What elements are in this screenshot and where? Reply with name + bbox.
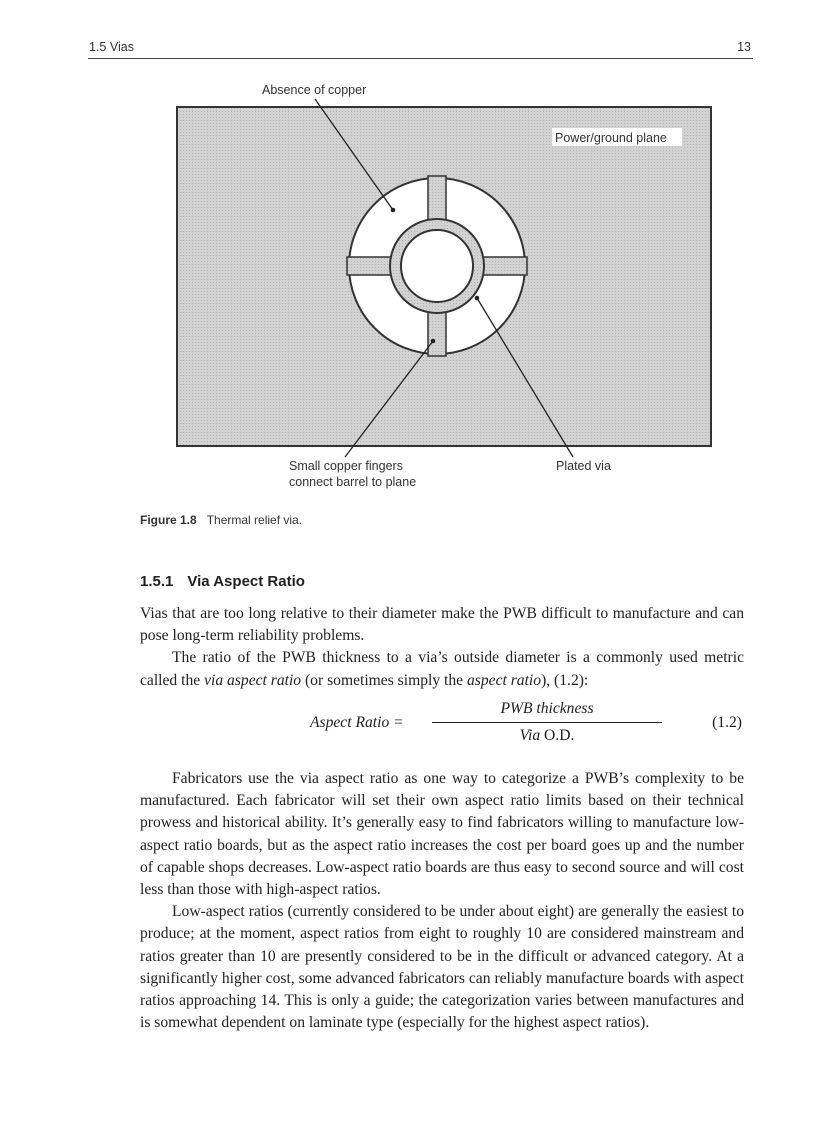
label-fingers-line1: Small copper fingers xyxy=(289,459,403,473)
equation-fraction xyxy=(432,700,662,745)
caption-text: Thermal relief via. xyxy=(206,513,303,527)
body-block-2 xyxy=(140,768,744,1034)
label-fingers-line2: connect barrel to plane xyxy=(289,475,417,489)
page-number: 13 xyxy=(737,40,751,54)
equation-1-2 xyxy=(140,700,744,748)
p2-em-aspect-ratio: aspect ratio xyxy=(466,671,542,689)
section-heading xyxy=(140,573,305,590)
paragraph-2 xyxy=(140,647,744,691)
finger-right xyxy=(478,257,527,275)
via-hole xyxy=(401,230,473,302)
finger-left xyxy=(347,257,396,275)
p2-em-via-aspect-ratio: via aspect ratio xyxy=(204,671,302,689)
caption-label: Figure 1.8 xyxy=(140,513,197,527)
p2-text-a: The ratio of the PWB thickness to a via’s outside diameter is a commonly used metric called the xyxy=(140,649,744,689)
paragraph-4: Low-aspect ratios (currently considered to be under about eight) are generally the easiest to produce; at the moment, aspect ratios from eight to roughly 10 are considered mainstream and ratios greater than 10 are presently considered to be in the difficult or advanced category. At a significantly higher cost, some advanced fabricators can reliably manufacture boards with aspect ratios approaching 14. This is only a guide; the categorization varies between manufactures and is somewhat dependent on laminate type (especially for the highest aspect ratios). xyxy=(140,903,744,1032)
paragraph-1: Vias that are too long relative to their diameter make the PWB difficult to manufacture and can pose long-term reliability problems. xyxy=(140,605,744,645)
equation-lhs: Aspect Ratio = xyxy=(310,714,404,731)
equation-den-italic: Via xyxy=(519,727,541,744)
finger-top xyxy=(428,176,446,225)
p2-text-c: ), (1.2): xyxy=(541,671,589,689)
label-plated-via: Plated via xyxy=(556,459,611,473)
p2-text-b: (or sometimes simply the xyxy=(301,671,467,689)
paragraph-3: Fabricators use the via aspect ratio as one way to categorize a PWB’s complexity to be manufactured. Each fabricator will set their own aspect ratio limits based on their technical prowess and historical ability. It’s generally easy to find fabricators willing to manufacture low-aspect ratio boards, but as the aspect ratio increases the cost per board goes up and the number of capable shops decreases. Low-aspect ratio boards are thus easy to second source and will cost less than those with high-aspect ratios. xyxy=(140,770,744,899)
equation-den-rest: O.D. xyxy=(540,727,575,744)
leader-fingers-dot xyxy=(431,339,436,344)
label-power-ground-plane: Power/ground plane xyxy=(555,131,667,145)
thermal-relief-figure xyxy=(0,0,816,500)
section-number: 1.5.1 xyxy=(140,573,174,590)
leader-plated-dot xyxy=(475,296,480,301)
section-title: Via Aspect Ratio xyxy=(187,573,305,590)
equation-number: (1.2) xyxy=(712,714,742,731)
finger-bottom xyxy=(428,307,446,356)
header-section: 1.5 Vias xyxy=(89,40,134,54)
leader-absence-dot xyxy=(391,208,396,213)
figure-caption xyxy=(140,513,302,527)
equation-numerator: PWB thickness xyxy=(432,700,662,723)
body-block-1 xyxy=(140,603,744,692)
equation-denominator xyxy=(432,723,662,745)
label-absence-of-copper: Absence of copper xyxy=(262,83,367,97)
